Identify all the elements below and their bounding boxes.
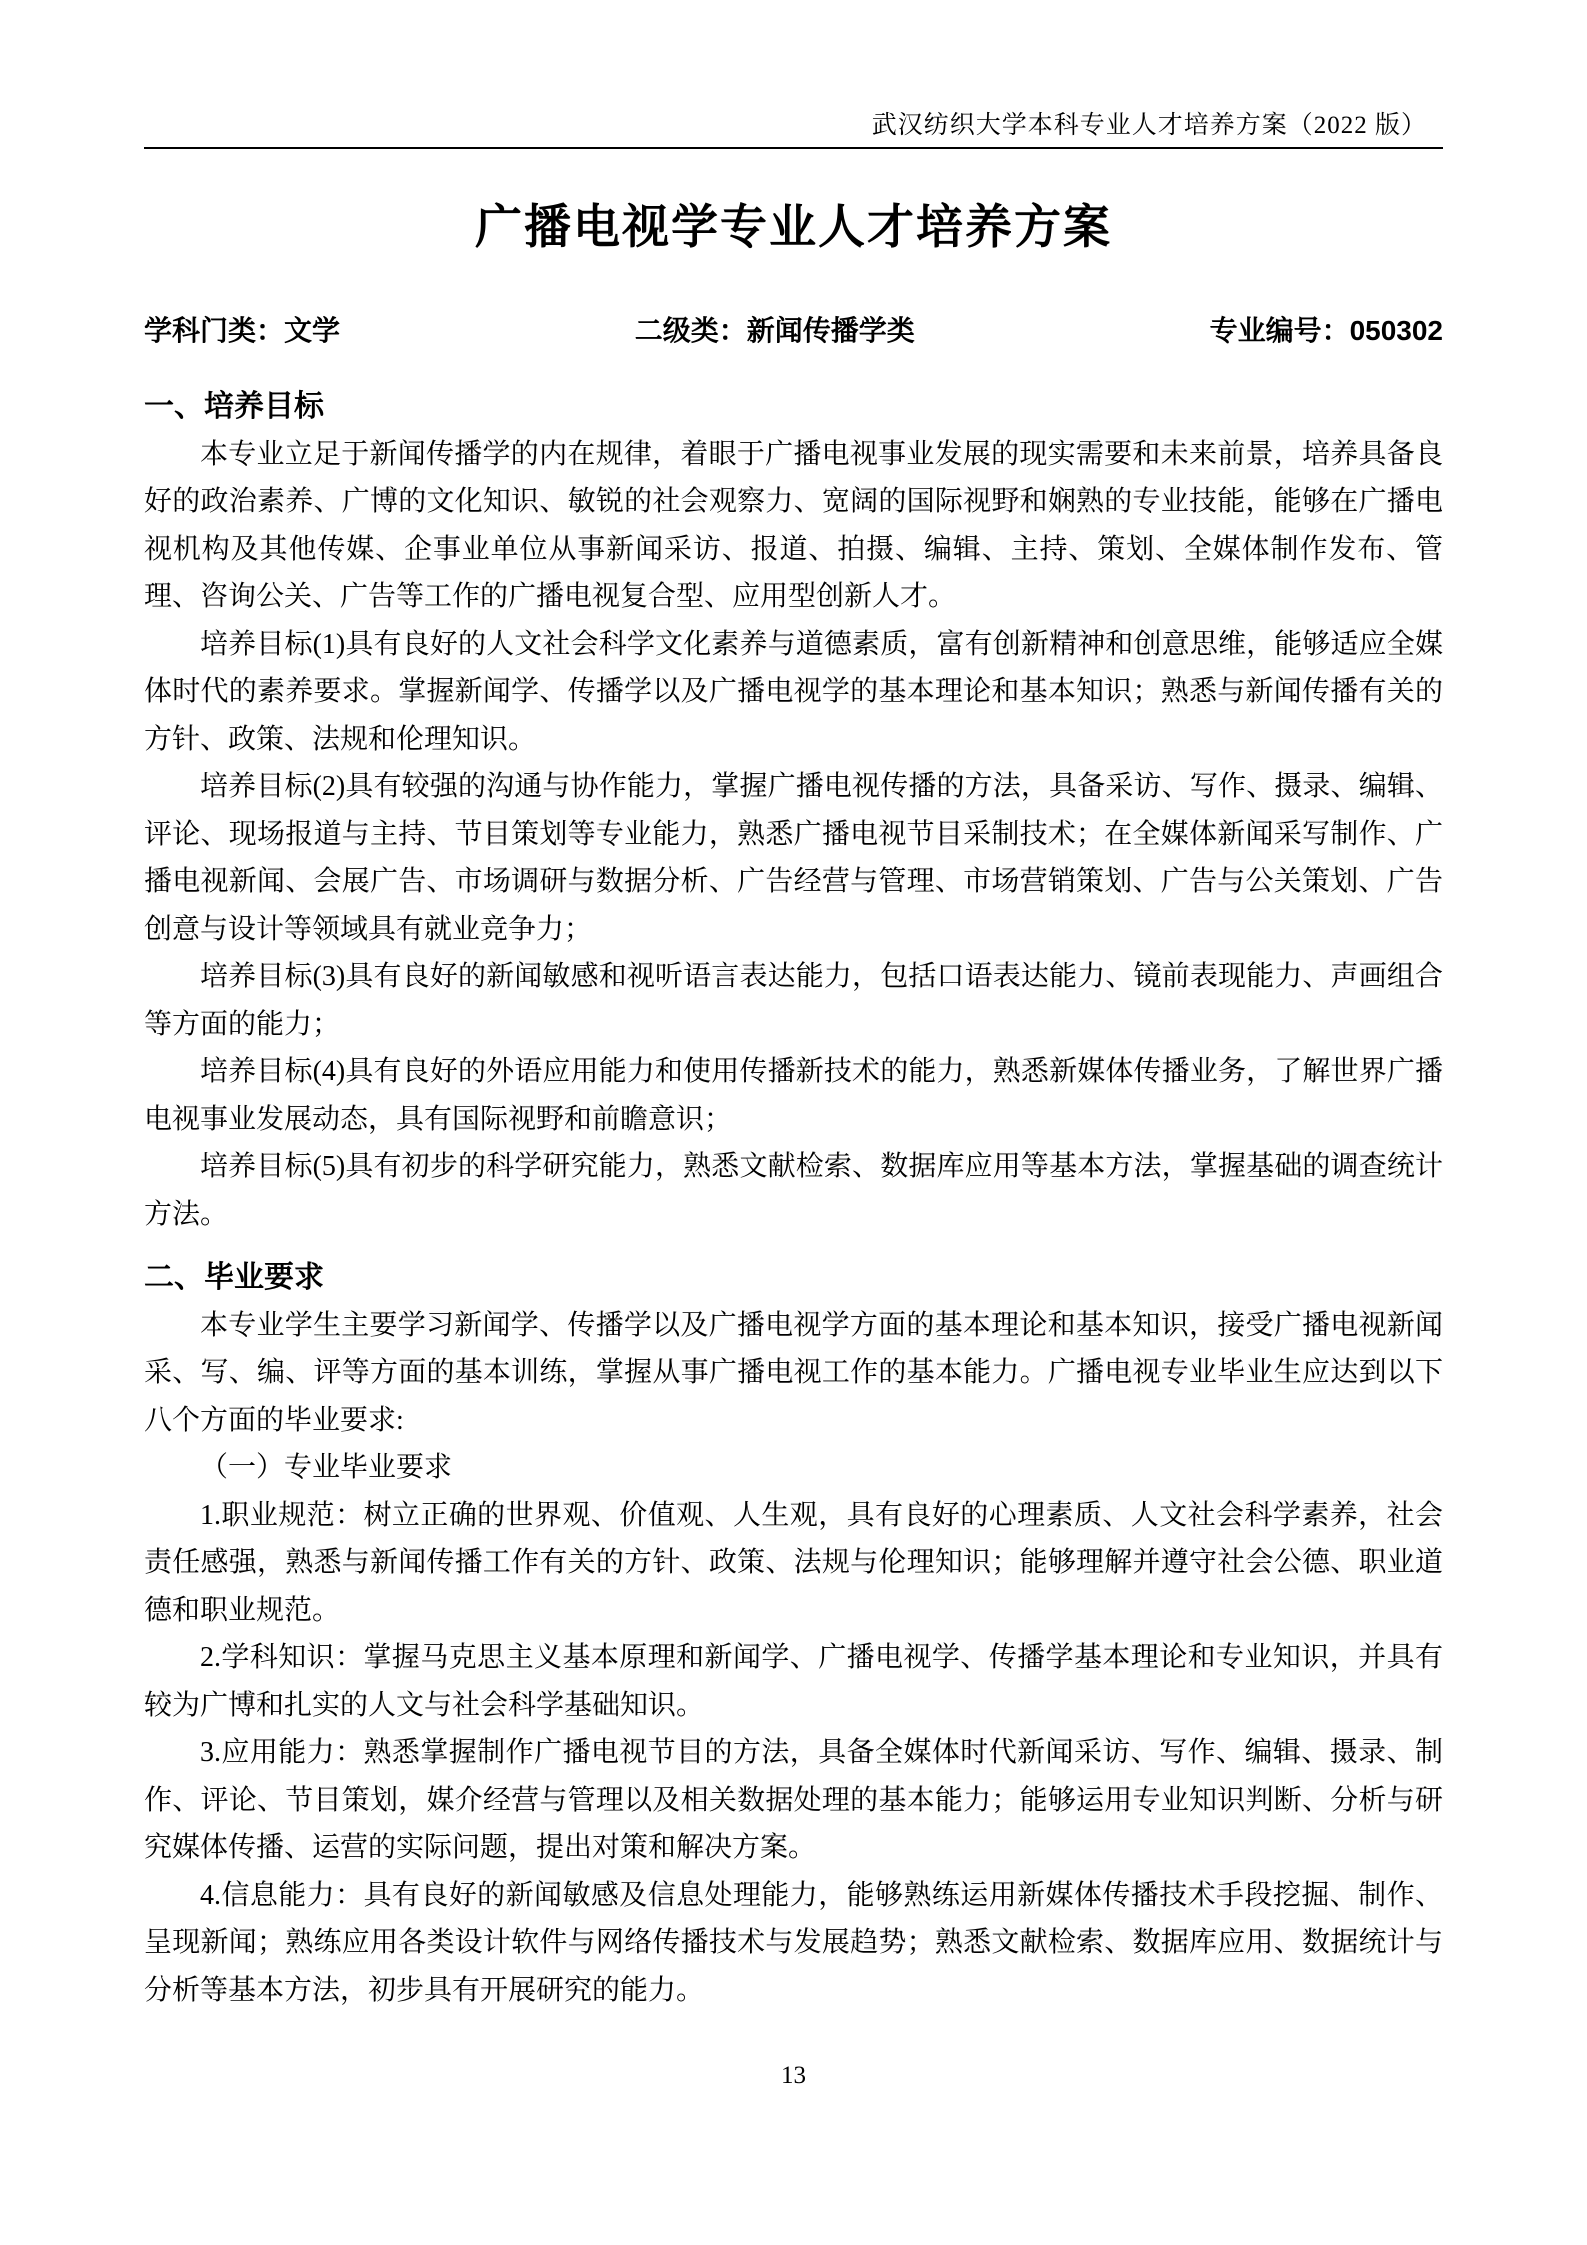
section-2-item-1: 1.职业规范：树立正确的世界观、价值观、人生观，具有良好的心理素质、人文社会科学素养，社会责任感强，熟悉与新闻传播工作有关的方针、政策、法规与伦理知识；能够理解并遵守社会公德、职业道德和职业规范。 — [144, 1499, 1443, 1626]
section-2-item-2: 2.学科知识：掌握马克思主义基本原理和新闻学、广播电视学、传播学基本理论和专业知识，并具有较为广博和扎实的人文与社会科学基础知识。 — [144, 1642, 1443, 1721]
document-body — [144, 383, 1443, 2014]
section-1-paragraph-4: 培养目标(3)具有良好的新闻敏感和视听语言表达能力，包括口语表达能力、镜前表现能力、声画组合等方面的能力； — [144, 961, 1443, 1040]
document-title: 广播电视学专业人才培养方案 — [475, 200, 1112, 253]
page-running-header — [144, 112, 1443, 149]
meta-discipline: 学科门类：文学 — [144, 315, 341, 346]
running-header-text: 武汉纺织大学本科专业人才培养方案（2022 版） — [871, 112, 1427, 139]
section-1-paragraph-2: 培养目标(1)具有良好的人文社会科学文化素养与道德素质，富有创新精神和创意思维，能够适应全媒体时代的素养要求。掌握新闻学、传播学以及广播电视学的基本理论和基本知识；熟悉与新闻传播有关的方针、政策、法规和伦理知识。 — [144, 628, 1443, 755]
meta-major-code: 专业编号：050302 — [1209, 315, 1443, 346]
section-1-heading: 一、培养目标 — [144, 390, 324, 423]
section-1-paragraph-3: 培养目标(2)具有较强的沟通与协作能力，掌握广播电视传播的方法，具备采访、写作、摄录、编辑、评论、现场报道与主持、节目策划等专业能力，熟悉广播电视节目采制技术；在全媒体新闻采写制作、广播电视新闻、会展广告、市场调研与数据分析、广告经营与管理、市场营销策划、广告与公关策划、广告创意与设计等领域具有就业竞争力； — [144, 771, 1443, 945]
section-1-paragraph-1: 本专业立足于新闻传播学的内在规律，着眼于广播电视事业发展的现实需要和未来前景，培养具备良好的政治素养、广博的文化知识、敏锐的社会观察力、宽阔的国际视野和娴熟的专业技能，能够在广播电视机构及其他传媒、企事业单位从事新闻采访、报道、拍摄、编辑、主持、策划、全媒体制作发布、管理、咨询公关、广告等工作的广播电视复合型、应用型创新人才。 — [144, 438, 1443, 612]
page-number: 13 — [781, 2062, 806, 2089]
meta-category: 二级类：新闻传播学类 — [634, 315, 915, 346]
meta-row — [144, 314, 1443, 348]
section-1-paragraph-6: 培养目标(5)具有初步的科学研究能力，熟悉文献检索、数据库应用等基本方法，掌握基础的调查统计方法。 — [144, 1151, 1443, 1230]
section-2-paragraph-1: 本专业学生主要学习新闻学、传播学以及广播电视学方面的基本理论和基本知识，接受广播电视新闻采、写、编、评等方面的基本训练，掌握从事广播电视工作的基本能力。广播电视专业毕业生应达到以下八个方面的毕业要求: — [144, 1309, 1443, 1436]
section-2-subheading: （一）专业毕业要求 — [200, 1452, 453, 1483]
section-1-paragraph-5: 培养目标(4)具有良好的外语应用能力和使用传播新技术的能力，熟悉新媒体传播业务，了解世界广播电视事业发展动态，具有国际视野和前瞻意识； — [144, 1056, 1443, 1135]
section-2-heading: 二、毕业要求 — [144, 1261, 324, 1294]
section-2-item-3: 3.应用能力：熟悉掌握制作广播电视节目的方法，具备全媒体时代新闻采访、写作、编辑、摄录、制作、评论、节目策划，媒介经营与管理以及相关数据处理的基本能力；能够运用专业知识判断、分析与研究媒体传播、运营的实际问题，提出对策和解决方案。 — [144, 1737, 1443, 1863]
section-2-item-4: 4.信息能力：具有良好的新闻敏感及信息处理能力，能够熟练运用新媒体传播技术手段挖掘、制作、呈现新闻；熟练应用各类设计软件与网络传播技术与发展趋势；熟悉文献检索、数据库应用、数据统计与分析等基本方法，初步具有开展研究的能力。 — [144, 1879, 1443, 2006]
